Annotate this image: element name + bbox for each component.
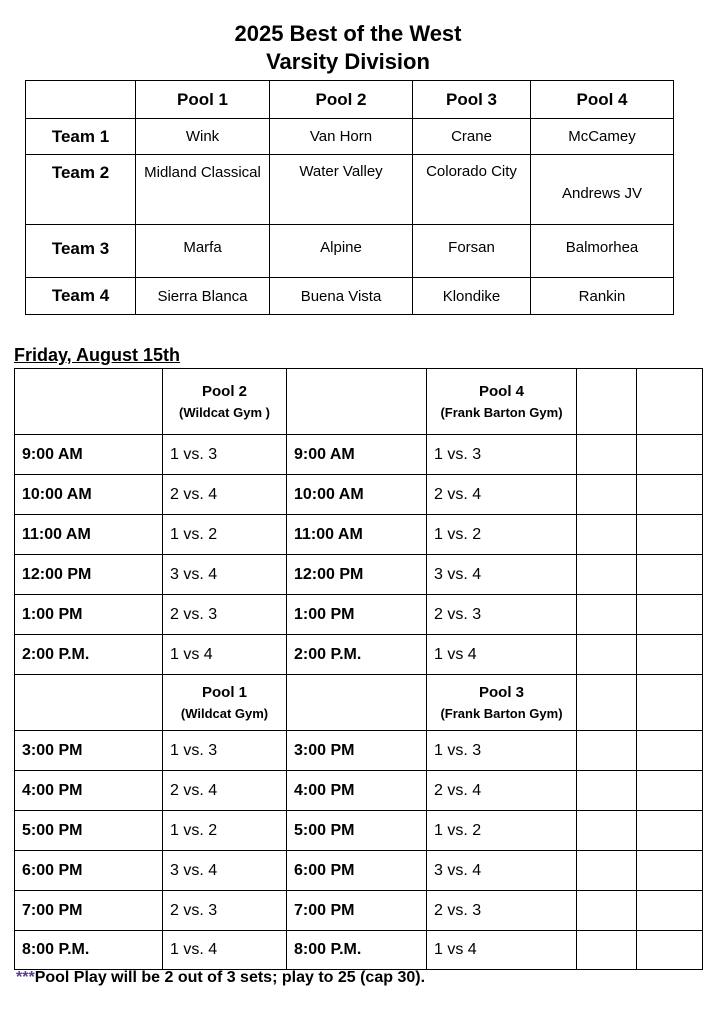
team-cell: Buena Vista [270, 278, 413, 315]
matchup: 1 vs 4 [163, 635, 287, 675]
game-time: 11:00 AM [15, 515, 163, 555]
team-cell: Colorado City [413, 155, 531, 225]
game-time: 9:00 AM [287, 435, 427, 475]
pool-header: Pool 3 [413, 81, 531, 119]
game-time: 4:00 PM [287, 771, 427, 811]
pool-header-row [26, 81, 674, 119]
empty-cell [577, 771, 637, 811]
game-time: 3:00 PM [15, 731, 163, 771]
pool-header-right [427, 369, 577, 435]
game-time: 11:00 AM [287, 515, 427, 555]
game-time: 12:00 PM [287, 555, 427, 595]
matchup: 2 vs. 4 [427, 771, 577, 811]
empty-cell [577, 595, 637, 635]
game-time: 12:00 PM [15, 555, 163, 595]
schedule-row [15, 435, 703, 475]
game-schedule-table [14, 368, 703, 970]
matchup: 2 vs. 3 [163, 891, 287, 931]
pool-header-right [427, 675, 577, 731]
pool-name: Pool 1 [201, 683, 247, 701]
empty-cell [15, 675, 163, 731]
matchup: 1 vs. 2 [163, 811, 287, 851]
empty-cell [287, 369, 427, 435]
empty-cell [637, 771, 703, 811]
pool-header-left [163, 369, 287, 435]
schedule-row [15, 931, 703, 970]
schedule-row [15, 811, 703, 851]
team-label: Team 1 [26, 119, 136, 155]
team-cell: Andrews JV [531, 155, 674, 225]
team-cell: Rankin [531, 278, 674, 315]
matchup: 2 vs. 4 [163, 475, 287, 515]
empty-cell [637, 931, 703, 970]
matchup: 3 vs. 4 [163, 851, 287, 891]
schedule-row [15, 851, 703, 891]
empty-cell [637, 731, 703, 771]
pool-header-row [15, 675, 703, 731]
game-time: 1:00 PM [287, 595, 427, 635]
schedule-day-heading: Friday, August 15th [14, 345, 181, 365]
note-text: Pool Play will be 2 out of 3 sets; play to 25 (cap 30). [34, 969, 426, 986]
schedule-row [15, 595, 703, 635]
empty-cell [637, 811, 703, 851]
matchup: 1 vs. 3 [163, 435, 287, 475]
matchup: 1 vs 4 [427, 635, 577, 675]
empty-cell [287, 675, 427, 731]
team-cell: Marfa [136, 225, 270, 278]
empty-cell [577, 635, 637, 675]
matchup: 1 vs. 4 [163, 931, 287, 970]
team-cell: Balmorhea [531, 225, 674, 278]
game-time: 7:00 PM [287, 891, 427, 931]
team-label: Team 3 [26, 225, 136, 278]
gym-name: (Wildcat Gym ) [179, 404, 270, 420]
team-label: Team 4 [26, 278, 136, 315]
corner-cell [26, 81, 136, 119]
empty-cell [637, 475, 703, 515]
pool-header: Pool 4 [531, 81, 674, 119]
matchup: 1 vs. 2 [427, 811, 577, 851]
team-cell: Crane [413, 119, 531, 155]
team-cell: McCamey [531, 119, 674, 155]
game-time: 6:00 PM [287, 851, 427, 891]
team-cell: Alpine [270, 225, 413, 278]
matchup: 2 vs. 3 [163, 595, 287, 635]
game-time: 4:00 PM [15, 771, 163, 811]
game-time: 5:00 PM [287, 811, 427, 851]
schedule-row [15, 891, 703, 931]
matchup: 1 vs. 3 [163, 731, 287, 771]
empty-cell [637, 891, 703, 931]
game-time: 7:00 PM [15, 891, 163, 931]
team-cell: Wink [136, 119, 270, 155]
team-cell: Van Horn [270, 119, 413, 155]
team-row [26, 278, 674, 315]
game-time: 5:00 PM [15, 811, 163, 851]
empty-cell [577, 851, 637, 891]
empty-cell [637, 369, 703, 435]
game-time: 9:00 AM [15, 435, 163, 475]
pool-name: Pool 2 [201, 382, 247, 400]
game-time: 3:00 PM [287, 731, 427, 771]
pool-header: Pool 2 [270, 81, 413, 119]
gym-name: (Wildcat Gym) [180, 705, 269, 721]
matchup: 3 vs. 4 [163, 555, 287, 595]
game-time: 2:00 P.M. [15, 635, 163, 675]
matchup: 1 vs. 3 [427, 435, 577, 475]
game-time: 8:00 P.M. [287, 931, 427, 970]
gym-name: (Frank Barton Gym) [440, 705, 563, 721]
schedule-row [15, 771, 703, 811]
matchup: 2 vs. 4 [427, 475, 577, 515]
empty-cell [637, 851, 703, 891]
game-time: 10:00 AM [287, 475, 427, 515]
pool-header-row [15, 369, 703, 435]
schedule-row [15, 515, 703, 555]
matchup: 2 vs. 4 [163, 771, 287, 811]
empty-cell [637, 555, 703, 595]
game-time: 1:00 PM [15, 595, 163, 635]
gym-name: (Frank Barton Gym) [440, 404, 563, 420]
game-time: 8:00 P.M. [15, 931, 163, 970]
empty-cell [637, 515, 703, 555]
game-time: 2:00 P.M. [287, 635, 427, 675]
empty-cell [577, 675, 637, 731]
schedule-row [15, 475, 703, 515]
matchup: 3 vs. 4 [427, 555, 577, 595]
team-cell: Forsan [413, 225, 531, 278]
empty-cell [577, 515, 637, 555]
matchup: 1 vs. 2 [163, 515, 287, 555]
division-subtitle: Varsity Division [266, 49, 430, 74]
pool-header-left [163, 675, 287, 731]
pool-name: Pool 3 [478, 683, 524, 701]
matchup: 2 vs. 3 [427, 595, 577, 635]
schedule-row [15, 635, 703, 675]
matchup: 3 vs. 4 [427, 851, 577, 891]
pool-play-note [16, 969, 425, 987]
empty-cell [637, 595, 703, 635]
empty-cell [637, 635, 703, 675]
pool-name: Pool 4 [478, 382, 524, 400]
empty-cell [577, 891, 637, 931]
team-cell: Klondike [413, 278, 531, 315]
team-label: Team 2 [26, 155, 136, 225]
empty-cell [577, 731, 637, 771]
empty-cell [577, 931, 637, 970]
document-title: 2025 Best of the West [234, 21, 462, 46]
team-row [26, 155, 674, 225]
empty-cell [577, 435, 637, 475]
pool-header: Pool 1 [136, 81, 270, 119]
empty-cell [637, 435, 703, 475]
pool-assignments-table [25, 80, 674, 315]
game-time: 10:00 AM [15, 475, 163, 515]
matchup: 1 vs 4 [427, 931, 577, 970]
empty-cell [637, 675, 703, 731]
game-time: 6:00 PM [15, 851, 163, 891]
team-cell: Sierra Blanca [136, 278, 270, 315]
schedule-row [15, 555, 703, 595]
team-cell: Midland Classical [136, 155, 270, 225]
team-cell: Water Valley [270, 155, 413, 225]
matchup: 1 vs. 2 [427, 515, 577, 555]
matchup: 1 vs. 3 [427, 731, 577, 771]
empty-cell [577, 369, 637, 435]
empty-cell [577, 475, 637, 515]
empty-cell [577, 555, 637, 595]
team-row [26, 225, 674, 278]
matchup: 2 vs. 3 [427, 891, 577, 931]
empty-cell [577, 811, 637, 851]
note-stars: *** [16, 969, 35, 986]
empty-cell [15, 369, 163, 435]
schedule-row [15, 731, 703, 771]
team-row [26, 119, 674, 155]
